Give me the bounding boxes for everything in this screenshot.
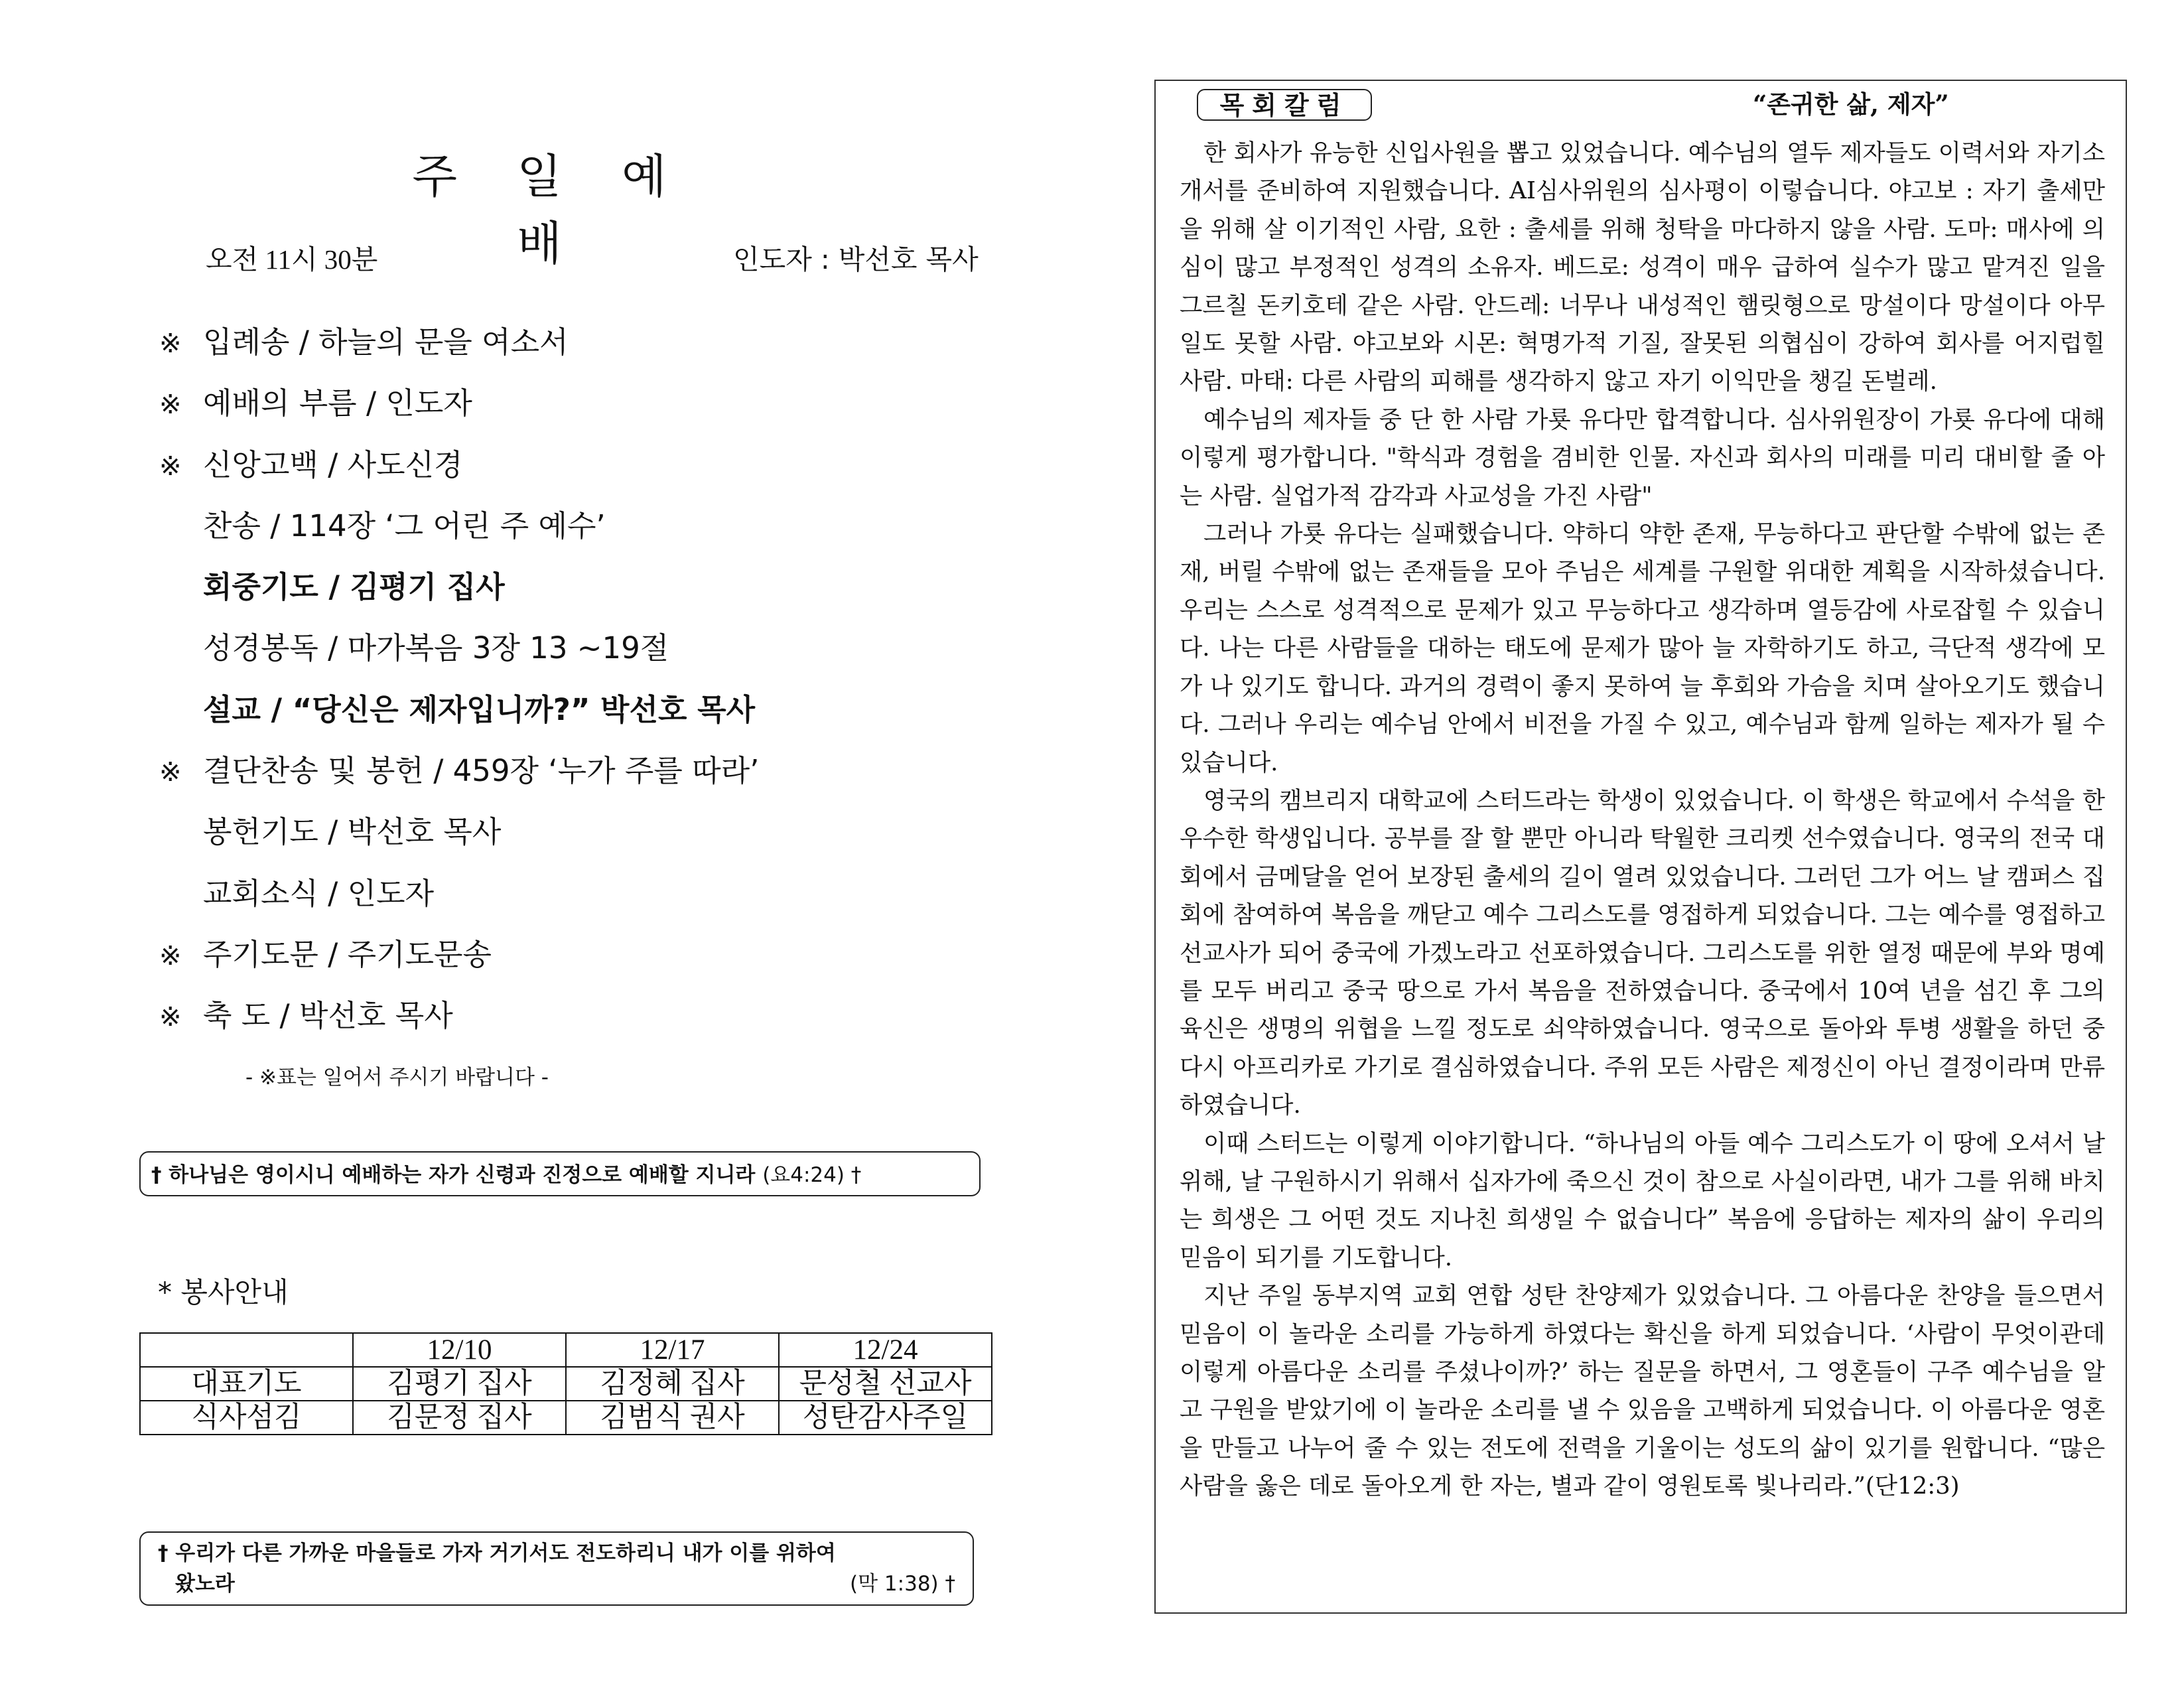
order-item-text: 입례송 / 하늘의 문을 여소서	[203, 324, 569, 360]
verse-text: 왔노라	[175, 1572, 235, 1596]
order-item-text: 결단찬송 및 봉헌 / 459장 ‘누가 주를 따라’	[203, 753, 760, 789]
column-paragraph: 이때 스터드는 이렇게 이야기합니다. “하나님의 아들 예수 그리스도가 이 땅에 오셔서 날 위해, 날 구원하시기 위해서 십자가에 죽으신 것이 참으로 사실이라면, 내가 그를 위해 바치는 희생은 그 어떤 것도 지나친 희생일 수 없습니다” 복음에 응답하는 제자의 삶이 우리의 믿음이 되기를 기도합니다.	[1180, 1129, 2105, 1271]
order-item	[159, 740, 759, 802]
table-cell: 김범식 권사	[566, 1401, 779, 1435]
order-item	[159, 435, 759, 496]
table-header-cell: 12/24	[779, 1333, 992, 1367]
verse-line	[158, 1569, 955, 1599]
service-table	[139, 1332, 992, 1435]
order-item	[159, 679, 759, 740]
table-cell: 성탄감사주일	[779, 1401, 992, 1435]
order-item-text: 예배의 부름 / 인도자	[203, 386, 472, 421]
table-header-cell: 12/10	[353, 1333, 566, 1367]
standing-note: - ※표는 일어서 주시기 바랍니다 -	[245, 1066, 549, 1090]
column-label: 목회칼럼	[1197, 89, 1372, 121]
column-paragraph: 영국의 캠브리지 대학교에 스터드라는 학생이 있었습니다. 이 학생은 학교에서 수석을 한 우수한 학생입니다. 공부를 잘 할 뿐만 아니라 탁월한 크리켓 선수였습니다. 영국의 전국 대회에서 금메달을 얻어 보장된 출세의 길이 열려 있었습니다. 그러던 그가 어느 날 캠퍼스 집회에 참여하여 복음을 깨닫고 예수 그리스도를 영접하게 되었습니다. 그는 예수를 영접하고 선교사가 되어 중국에 가겠노라고 선포하였습니다. 그리스도를 위한 열정 때문에 부와 명예를 모두 버리고 중국 땅으로 가서 복음을 전하였습니다. 중국에서 10여 년을 섬긴 후 그의 육신은 생명의 위협을 느낄 정도로 쇠약하였습니다. 영국으로 돌아와 투병 생활을 하던 중 다시 아프리카로 가기로 결심하였습니다. 주위 모든 사람은 제정신이 아닌 결정이라며 만류하였습니다.	[1180, 786, 2105, 1119]
table-row	[140, 1401, 992, 1435]
column-paragraph: 예수님의 제자들 중 단 한 사람 가룟 유다만 합격합니다. 심사위원장이 가룟 유다에 대해 이렇게 평가합니다. "학식과 경험을 겸비한 인물. 자신과 회사의 미래를 미리 대비할 줄 아는 사람. 실업가적 감각과 사교성을 가진 사람"	[1180, 405, 2105, 510]
column-paragraph: 한 회사가 유능한 신입사원을 뽑고 있었습니다. 예수님의 열두 제자들도 이력서와 자기소개서를 준비하여 지원했습니다. AI심사위원의 심사평이 이렇습니다. 야고보 : 자기 출세만을 위해 살 이기적인 사람, 요한 : 출세를 위해 청탁을 마다하지 않을 사람. 도마: 매사에 의심이 많고 부정적인 성격의 소유자. 베드로: 성격이 매우 급하여 실수가 많고 맡겨진 일을 그르칠 돈키호테 같은 사람. 안드레: 너무나 내성적인 햄릿형으로 망설이다 망설이다 아무 일도 못할 사람. 야고보와 시몬: 혁명가적 기질, 잘못된 의협심이 강하여 회사를 어지럽힐 사람. 마태: 다른 사람의 피해를 생각하지 않고 자기 이익만을 챙길 돈벌레.	[1180, 139, 2105, 395]
scripture-verse-box	[139, 1531, 974, 1606]
verse-text: † 하나님은 영이시니 예배하는 자가 신령과 진정으로 예배할 지니라	[151, 1163, 756, 1187]
table-cell: 대표기도	[140, 1367, 353, 1401]
worship-order-page	[133, 0, 995, 1692]
table-cell: 김문정 집사	[353, 1401, 566, 1435]
stand-mark: ※	[159, 1002, 182, 1033]
page-title: 주 일 예 배	[412, 149, 689, 271]
service-guide-title: * 봉사안내	[158, 1276, 289, 1308]
column-paragraph: 지난 주일 동부지역 교회 연합 성탄 찬양제가 있었습니다. 그 아름다운 찬양을 들으면서 믿음이 이 놀라운 소리를 가능하게 하였다는 확신을 하게 되었습니다. ‘사람이 무엇이관데 이렇게 아름다운 소리를 주셨나이까?’ 하는 질문을 하면서, 그 영혼들이 구주 예수님을 알고 구원을 받았기에 이 놀라운 소리를 낼 수 있음을 고백하게 되었습니다. 이 아름다운 영혼을 만들고 나누어 줄 수 있는 전도에 전력을 기울이는 성도의 삶이 있기를 원합니다. “많은 사람을 옳은 데로 돌아오게 한 자는, 별과 같이 영원토록 빛나리라.”(단12:3)	[1180, 1282, 2105, 1500]
order-item	[159, 985, 759, 1046]
table-header-cell: 12/17	[566, 1333, 779, 1367]
column-paragraph: 그러나 가룟 유다는 실패했습니다. 약하디 약한 존재, 무능하다고 판단할 수밖에 없는 존재, 버릴 수밖에 없는 존재들을 모아 주님은 세계를 구원할 위대한 계획을 시작하셨습니다. 우리는 스스로 성격적으로 문제가 있고 무능하다고 생각하며 열등감에 사로잡힐 수 있습니다. 나는 다른 사람들을 대하는 태도에 문제가 많아 늘 자학하기도 하고, 극단적 생각에 모가 나 있기도 합니다. 과거의 경력이 좋지 못하여 늘 후회와 가슴을 치며 살아오기도 했습니다. 그러나 우리는 예수님 안에서 비전을 가질 수 있고, 예수님과 함께 일하는 제자가 될 수 있습니다.	[1180, 520, 2105, 776]
verse-text: † 우리가 다른 가까운 마을들로 가자 거기서도 전도하리니 내가 이를 위하여	[158, 1541, 836, 1565]
order-item-text: 성경봉독 / 마가복음 3장 13 ~19절	[203, 630, 669, 666]
order-item-text: 교회소식 / 인도자	[203, 875, 435, 911]
order-item	[159, 312, 759, 373]
order-item-text: 신앙고백 / 사도신경	[203, 447, 463, 482]
order-item	[159, 557, 759, 618]
order-item	[159, 802, 759, 863]
order-item	[159, 496, 759, 557]
order-item-text: 주기도문 / 주기도문송	[203, 936, 492, 972]
stand-mark: ※	[159, 757, 182, 788]
table-row	[140, 1367, 992, 1401]
table-cell: 문성철 선교사	[779, 1367, 992, 1401]
order-item	[159, 863, 759, 924]
verse-reference: (요4:24) †	[762, 1163, 862, 1187]
order-item-text: 회중기도 / 김평기 집사	[203, 569, 505, 605]
verse-reference: (막 1:38) †	[850, 1572, 955, 1596]
column-body	[1180, 134, 2105, 1506]
column-title: “존귀한 삶, 제자”	[1753, 90, 1949, 119]
stand-mark: ※	[159, 451, 182, 482]
service-time: 오전 11시 30분	[206, 244, 378, 275]
order-item-text: 축 도 / 박선호 목사	[203, 998, 453, 1034]
table-cell: 김정혜 집사	[566, 1367, 779, 1401]
stand-mark: ※	[159, 328, 182, 359]
order-of-worship	[159, 312, 759, 1047]
order-item	[159, 618, 759, 679]
order-item-text: 봉헌기도 / 박선호 목사	[203, 814, 502, 850]
table-header-row	[140, 1333, 992, 1367]
stand-mark: ※	[159, 389, 182, 421]
table-header-cell	[140, 1333, 353, 1367]
order-item	[159, 924, 759, 985]
table-cell: 김평기 집사	[353, 1367, 566, 1401]
order-item	[159, 373, 759, 434]
order-item-text: 찬송 / 114장 ‘그 어린 주 예수’	[203, 508, 606, 543]
order-item-text: 설교 / “당신은 제자입니까?” 박선호 목사	[203, 691, 756, 727]
scripture-verse-box	[139, 1151, 981, 1196]
stand-mark: ※	[159, 940, 182, 971]
service-leader: 인도자 : 박선호 목사	[733, 244, 979, 275]
pastor-column	[1154, 80, 2127, 1614]
table-cell: 식사섬김	[140, 1401, 353, 1435]
